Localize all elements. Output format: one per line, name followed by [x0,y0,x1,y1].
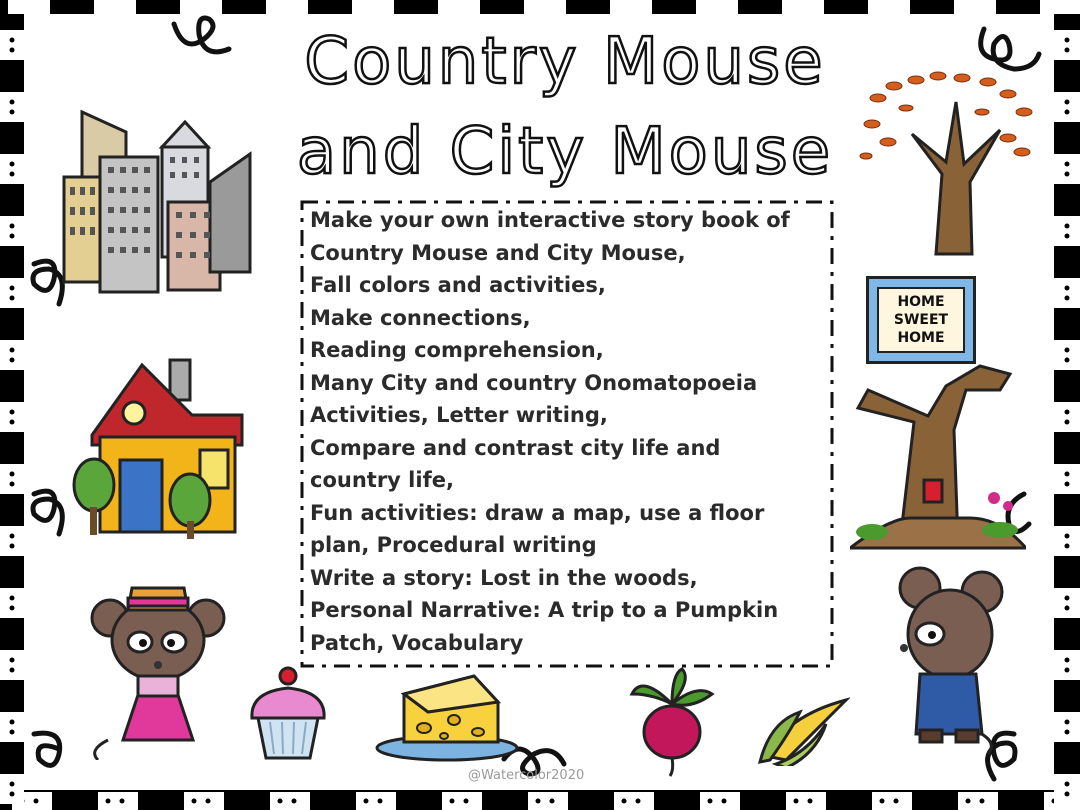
description-line: Many City and country Onomatopoeia [310,370,758,395]
sign-line-2: SWEET [893,312,949,328]
girl-mouse-icon [88,570,238,760]
tree-stump-house-icon [850,352,1026,550]
sign-board [877,287,965,353]
city-buildings-icon [60,72,256,294]
description-line: country life, [310,468,454,492]
cupcake-icon [246,660,330,762]
description-line: Fall colors and activities, [310,273,606,297]
house-icon [72,355,250,545]
description-line: Country Mouse and City Mouse, [310,240,686,265]
page-title-line-2: and City Mouse [296,115,834,189]
autumn-tree-icon [858,68,1034,258]
description-line: plan, Procedural writing [310,533,597,557]
corn-icon [756,692,850,766]
page-title-line-1: Country Mouse [304,25,826,99]
description-line: Reading comprehension, [310,338,604,362]
description-line: Make connections, [310,305,531,330]
description-line: Write a story: Lost in the woods, [310,565,698,590]
description-line: Patch, Vocabulary [310,630,524,655]
description-line: Fun activities: draw a map, use a floor [310,500,765,525]
sign-line-1: HOME [897,294,945,310]
description-line: Activities, Letter writing, [310,403,608,427]
beet-icon [624,664,720,780]
description-line: Make your own interactive story book of [310,208,790,232]
description-box [298,198,836,670]
description-line: Compare and contrast city life and [310,435,721,460]
sign-line-3: HOME [897,330,945,346]
watermark: @Watercolor2020 [468,768,585,783]
description-line: Personal Narrative: A trip to a Pumpkin [310,598,779,622]
home-sweet-home-sign-icon [866,276,976,364]
cheese-icon [374,672,520,764]
boy-mouse-icon [886,562,1006,758]
